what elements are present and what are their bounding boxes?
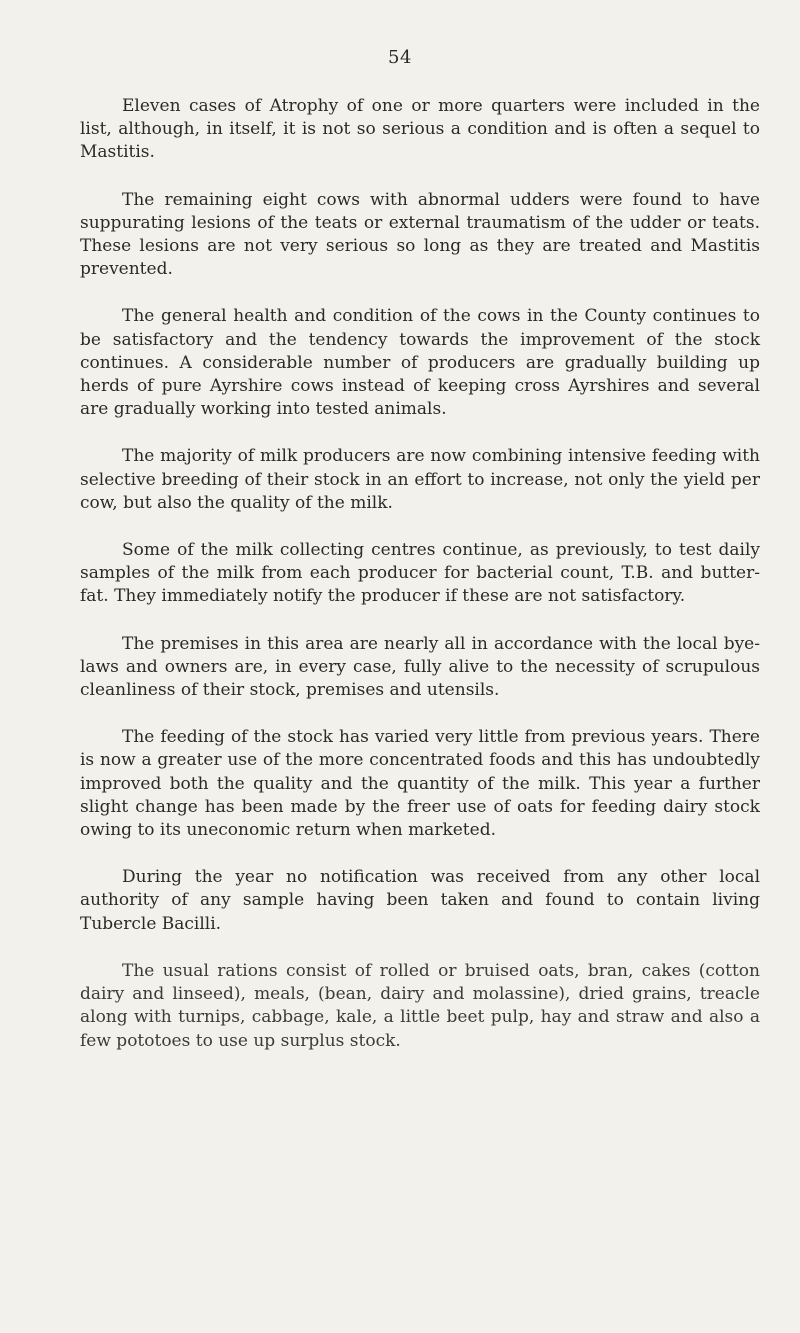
paragraph-general-health: The general health and condition of the cows in the County continues to be satisfactory and the tendency towards the improvement of the stock continues. A considerable number of producers are gradually building up herds of pure Ayrshire cows instead of keeping cross Ayrshires and several are gradually working into tested animals.: [80, 306, 760, 420]
paragraph-feeding: The feeding of the stock has varied very little from previous years. There is now a greater use of the more concentrated foods and this has undoubtedly improved both the quality and the quantity of the milk. This year a further slight change has been made by the freer use of oats for feeding dairy stock owing to its uneconomic return when marketed.: [80, 727, 760, 841]
paragraph-rations: The usual rations consist of rolled or bruised oats, bran, cakes (cotton dairy and linseed), meals, (bean, dairy and molassine), dried grains, treacle along with turnips, cabbage, kale, a little beet pulp, hay and straw and also a few pototoes to use up surplus stock.: [80, 960, 760, 1051]
paragraph-collecting-centres: Some of the milk collecting centres continue, as previously, to test daily samples of the milk from each producer for bacterial count, T.B. and butter-fat. They immediately notify the producer if these are not satisfactory.: [80, 540, 760, 607]
paragraph-premises: The premises in this area are nearly all in accordance with the local bye-laws and owners are, in every case, fully alive to the necessity of scrupulous cleanliness of their stock, premises and utensils.: [80, 633, 760, 701]
paragraph-atrophy: Eleven cases of Atrophy of one or more quarters were included in the list, although, in itself, it is not so serious a condition and is often a sequel to Mastitis.: [80, 96, 760, 163]
paragraph-notification: During the year no notification was received from any other local authority of any sample having been taken and found to contain living Tubercle Bacilli.: [80, 867, 760, 934]
page-number: 54: [388, 47, 412, 68]
paragraph-milk-producers: The majority of milk producers are now combining intensive feeding with selective breeding of their stock in an effort to increase, not only the yield per cow, but also the quality of the milk.: [80, 446, 760, 513]
body-text: [80, 95, 760, 1077]
paragraph-abnormal-udders: The remaining eight cows with abnormal udders were found to have suppurating lesions of the teats or external traumatism of the udder or teats. These lesions are not very serious so long as they are treated and Mastitis prevented.: [80, 189, 760, 280]
